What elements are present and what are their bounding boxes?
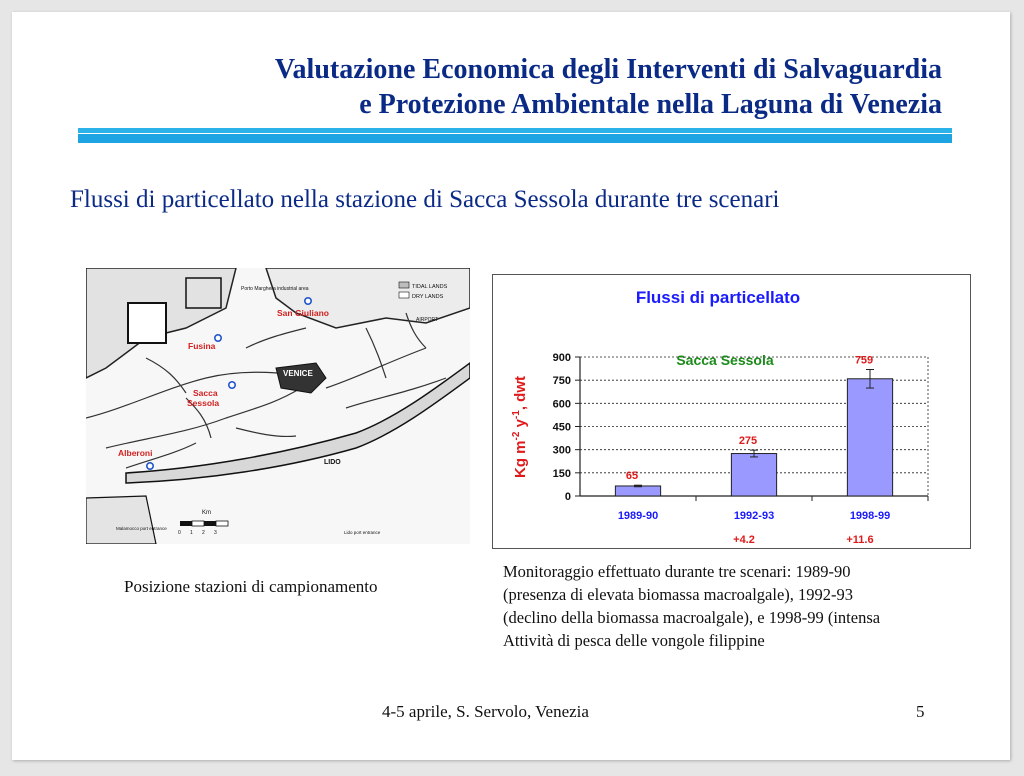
category-label: 1998-99 [849,510,891,522]
description-line: Attività di pesca delle vongole filippine [503,631,765,650]
y-tick-label: 150 [552,467,571,480]
station-label-fusina: Fusina [188,341,216,351]
value-label: 275 [738,435,758,448]
scale-bar-segment [204,521,216,526]
station-marker-fusina [215,335,221,341]
y-tick-label: 900 [552,352,571,364]
slide-subtitle: Flussi di particellato nella stazione di Sacca Sessola durante tre scenari [70,186,780,213]
lido-label: LIDO [324,459,341,466]
bar-1992-93 [731,454,776,496]
scale-tick-3: 3 [214,530,217,536]
lagoon-map [86,268,470,544]
station-label-san-giuliano: San Giuliano [277,308,329,318]
y-tick-label: 300 [552,444,571,457]
venice-label: VENICE [283,369,313,378]
change-label: +11.6 [846,534,874,546]
page-number: 5 [916,702,925,721]
lido-entrance-label: Lido port entrance [344,530,381,535]
y-tick-label: 0 [564,491,571,503]
legend-swatch-tidal [399,282,409,288]
bar-1998-99 [847,379,892,496]
legend-dry-label: DRY LANDS [412,294,444,300]
scale-km-label: Km [202,510,211,516]
title-line-2: e Protezione Ambientale nella Laguna di Venezia [359,89,942,120]
y-tick-label: 600 [552,398,571,411]
slide-footer: 4-5 aprile, S. Servolo, Venezia [382,702,589,721]
change-label: +4.2 [733,534,755,546]
category-label: 1989-90 [617,510,659,522]
category-label: 1992-93 [733,510,775,522]
title-line-1: Valutazione Economica degli Interventi di Salvaguardia [274,54,942,85]
bar-chart [493,275,970,548]
chart-panel [492,274,971,549]
description-line: (declino della biomassa macroalgale), e 1998-99 (intensa [503,608,881,627]
value-label: 65 [625,470,639,483]
scale-bar-segment [216,521,228,526]
porto-marghera-label: Porto Marghera industrial area [241,286,309,292]
y-axis-label: Kg $m^{-2}$ $y^{-1}$, dwt [511,376,529,478]
legend-tidal-label: TIDAL LANDS [412,284,448,290]
station-marker-sacca-sessola [229,382,235,388]
chart-annotation: Sacca Sessola [676,352,774,368]
map-caption: Posizione stazioni di campionamento [124,577,378,596]
title-underline-bar [78,128,952,144]
y-tick-label: 450 [552,421,571,434]
station-marker-san-giuliano [305,298,311,304]
description-line: (presenza di elevata biomassa macroalgale), 1992-93 [503,585,854,604]
station-label-sacca-sessola-2: Sessola [187,398,220,408]
scale-tick-0: 0 [178,530,181,536]
station-label-alberoni: Alberoni [118,448,153,458]
chart-bars [615,370,892,496]
station-marker-alberoni [147,463,153,469]
scale-bar-segment [192,521,204,526]
bar-1989-90 [615,486,660,496]
scale-bar-segment [180,521,192,526]
scale-tick-1: 1 [190,530,193,536]
legend-swatch-dry [399,292,409,298]
slide [12,12,1010,760]
barrier-island-south [86,496,156,544]
malamocco-label: Malamocco port entrance [116,526,167,531]
slide-title [72,52,942,122]
value-label: 759 [854,354,874,367]
chart-title: Flussi di particellato [635,288,801,307]
title-bar-bottom [78,134,952,143]
airport-label: AIRPORT [416,317,439,323]
description-line: Monitoraggio effettuato durante tre scenari: 1989-90 [503,562,851,581]
title-bar-top [78,128,952,133]
y-tick-label: 750 [552,375,571,388]
industrial-area-block [128,303,166,343]
chart-description [503,560,973,652]
scale-tick-2: 2 [202,530,205,536]
station-label-sacca-sessola-1: Sacca [193,388,218,398]
